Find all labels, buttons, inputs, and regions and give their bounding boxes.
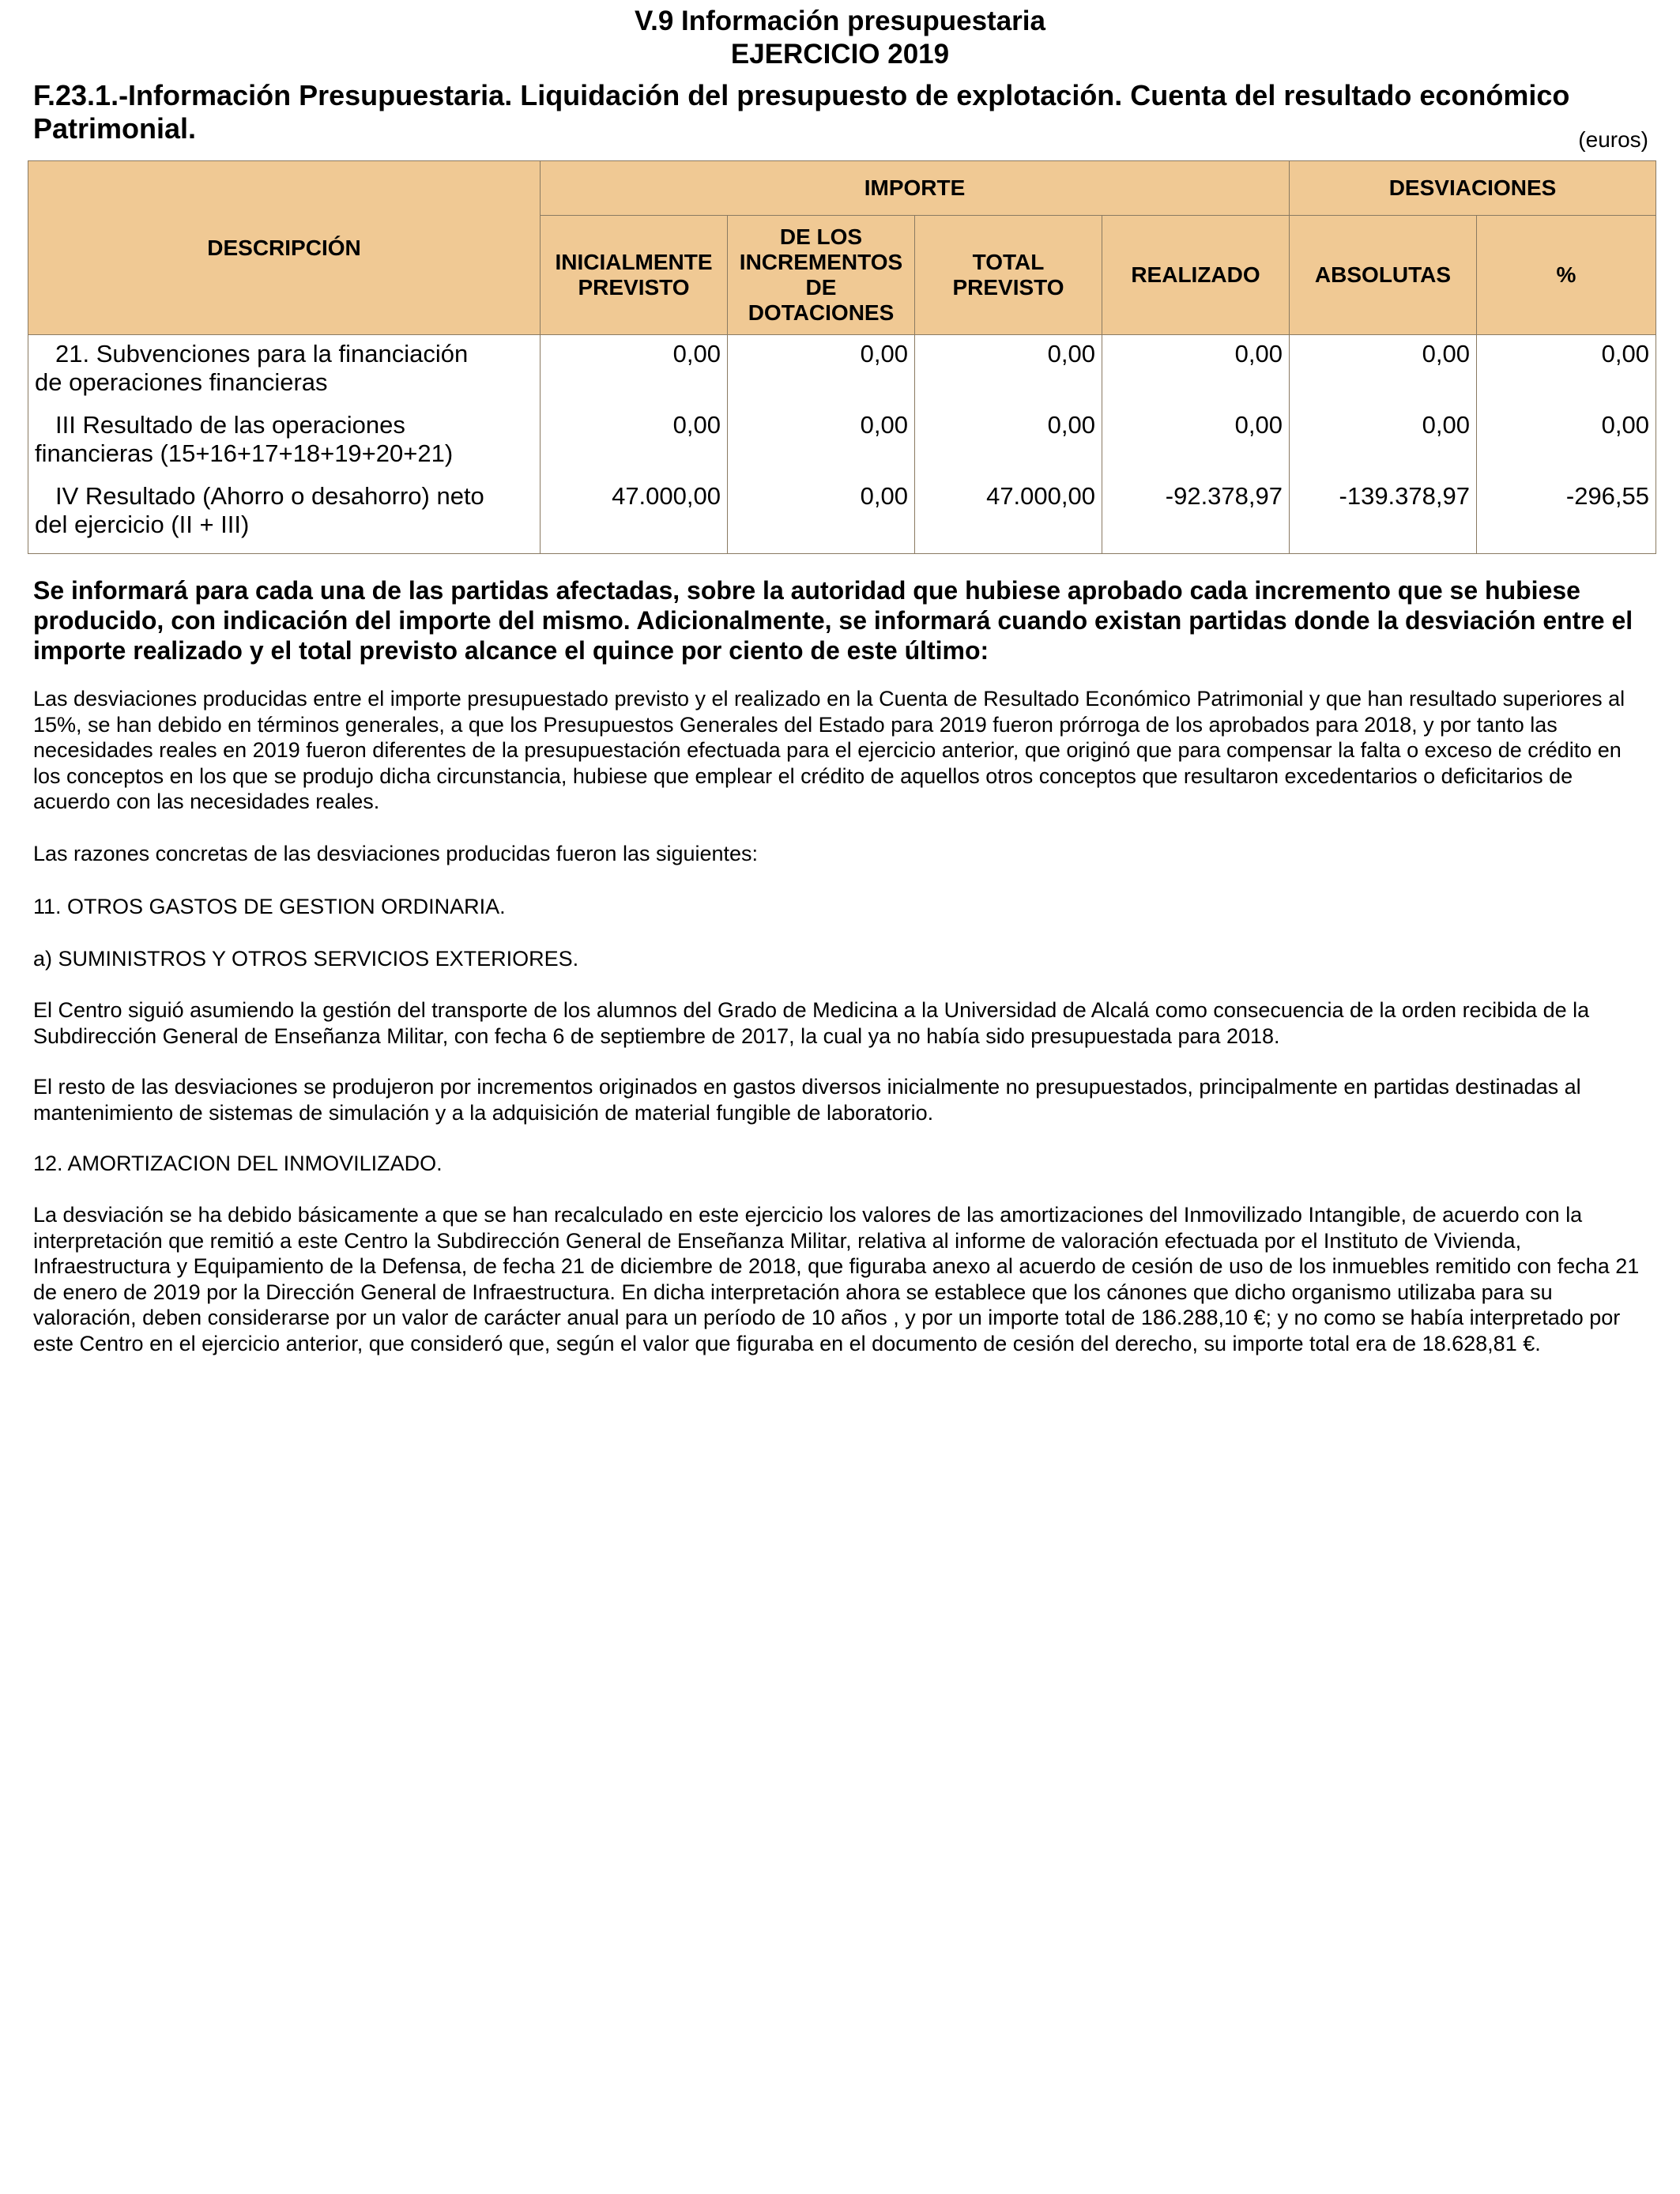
header-porcentaje: % — [1477, 216, 1656, 335]
header-absolutas: ABSOLUTAS — [1290, 216, 1477, 335]
heading-amortizacion: 12. AMORTIZACION DEL INMOVILIZADO. — [33, 1152, 443, 1175]
cell-absolutas: 0,00 — [1290, 335, 1477, 407]
cell-pct: -296,55 — [1477, 477, 1656, 554]
cell-total: 47.000,00 — [915, 477, 1102, 554]
page-title: V.9 Información presupuestaria — [635, 6, 1045, 36]
row-description-line1: 21. Subvenciones para la financiación — [55, 340, 469, 368]
row-description — [28, 335, 541, 407]
table-row — [28, 406, 1656, 477]
row-description-line2: del ejercicio (II + III) — [35, 511, 250, 538]
cell-inicial: 0,00 — [541, 406, 728, 477]
page-subtitle: EJERCICIO 2019 — [730, 39, 950, 70]
table-row — [28, 335, 1656, 407]
row-description — [28, 477, 541, 554]
cell-inicial: 0,00 — [541, 335, 728, 407]
header-importe: IMPORTE — [541, 161, 1290, 216]
cell-inicial: 47.000,00 — [541, 477, 728, 554]
header-realizado: REALIZADO — [1102, 216, 1290, 335]
header-incrementos: DE LOS INCREMENTOS DE DOTACIONES — [728, 216, 915, 335]
paragraph-reasons-intro: Las razones concretas de las desviaciones producidas fueron las siguientes: — [33, 842, 759, 865]
cell-absolutas: 0,00 — [1290, 406, 1477, 477]
cell-incrementos: 0,00 — [728, 477, 915, 554]
cell-total: 0,00 — [915, 406, 1102, 477]
instruction-paragraph: Se informará para cada una de las partidas afectadas, sobre la autoridad que hubiese aprobado cada incremento que se hubiese producido, con indicación del importe del mismo. Adicionalmente, se informará cuando existan partidas donde la desviación entre el importe realizado y el total previsto alcance el quince por ciento de este último: — [33, 576, 1633, 665]
row-description-line1: III Resultado de las operaciones — [55, 411, 405, 439]
cell-realizado: 0,00 — [1102, 335, 1290, 407]
row-description — [28, 406, 541, 477]
paragraph-general-deviations: Las desviaciones producidas entre el importe presupuestado previsto y el realizado en la Cuenta de Resultado Económico Patrimonial y que han resultado superiores al 15%, se han debido en términos generales, a que los Presupuestos Generales del Estado para 2019 fueron prórroga de los aprobados para 2018, y por tanto las necesidades reales en 2019 fueron diferentes de la presupuestación efectuada para el ejercicio anterior, que originó que para compensar la falta o exceso de crédito en los conceptos en los que se produjo dicha circunstancia, hubiese que emplear el crédito de aquellos otros conceptos que resultaron excedentarios o deficitarios de acuerdo con las necesidades reales. — [33, 687, 1625, 813]
paragraph-resto-desviaciones: El resto de las desviaciones se produjeron por incrementos originados en gastos diversos inicialmente no presupuestados, principalmente en partidas destinadas al mantenimiento de sistemas de simulación y a la adquisición de material fungible de laboratorio. — [33, 1075, 1581, 1125]
header-desviaciones: DESVIACIONES — [1290, 161, 1656, 216]
heading-otros-gastos: 11. OTROS GASTOS DE GESTION ORDINARIA. — [33, 895, 506, 918]
header-descripcion: DESCRIPCIÓN — [28, 161, 541, 335]
row-description-line1: IV Resultado (Ahorro o desahorro) neto — [55, 482, 484, 510]
cell-pct: 0,00 — [1477, 335, 1656, 407]
section-title: F.23.1.-Información Presupuestaria. Liquidación del presupuesto de explotación. Cuenta del resultado económico Patrimonial. — [33, 79, 1570, 145]
budget-table — [28, 160, 1656, 554]
units-label: (euros) — [1578, 127, 1648, 152]
cell-pct: 0,00 — [1477, 406, 1656, 477]
cell-realizado: 0,00 — [1102, 406, 1290, 477]
table-row — [28, 477, 1656, 554]
cell-total: 0,00 — [915, 335, 1102, 407]
cell-incrementos: 0,00 — [728, 406, 915, 477]
header-inicialmente-previsto: INICIALMENTE PREVISTO — [541, 216, 728, 335]
cell-incrementos: 0,00 — [728, 335, 915, 407]
cell-realizado: -92.378,97 — [1102, 477, 1290, 554]
paragraph-amortizacion-detalle: La desviación se ha debido básicamente a que se han recalculado en este ejercicio los valores de las amortizaciones del Inmovilizado Intangible, de acuerdo con la interpretación que remitió a este Centro la Subdirección General de Enseñanza Militar, relativa al informe de valoración efectuada por el Instituto de Vivienda, Infraestructura y Equipamiento de la Defensa, de fecha 21 de diciembre de 2018, que figuraba anexo al acuerdo de cesión de uso de los inmuebles remitido con fecha 21 de enero de 2019 por la Dirección General de Infraestructura. En dicha interpretación ahora se establece que los cánones que dicho organismo utilizaba para su valoración, deben considerarse por un valor de carácter anual para un período de 10 años , y por un importe total de 186.288,10 €; y no como se había interpretado por este Centro en el ejercicio anterior, que consideró que, según el valor que figuraba en el documento de cesión del derecho, su importe total era de 18.628,81 €. — [33, 1203, 1640, 1355]
header-total-previsto: TOTAL PREVISTO — [915, 216, 1102, 335]
heading-suministros: a) SUMINISTROS Y OTROS SERVICIOS EXTERIORES. — [33, 947, 579, 971]
row-description-line2: financieras (15+16+17+18+19+20+21) — [35, 439, 454, 467]
paragraph-transporte: El Centro siguió asumiendo la gestión del transporte de los alumnos del Grado de Medicina a la Universidad de Alcalá como consecuencia de la orden recibida de la Subdirección General de Enseñanza Militar, con fecha 6 de septiembre de 2017, la cual ya no había sido presupuestada para 2018. — [33, 998, 1590, 1048]
row-description-line2: de operaciones financieras — [35, 368, 328, 396]
cell-absolutas: -139.378,97 — [1290, 477, 1477, 554]
